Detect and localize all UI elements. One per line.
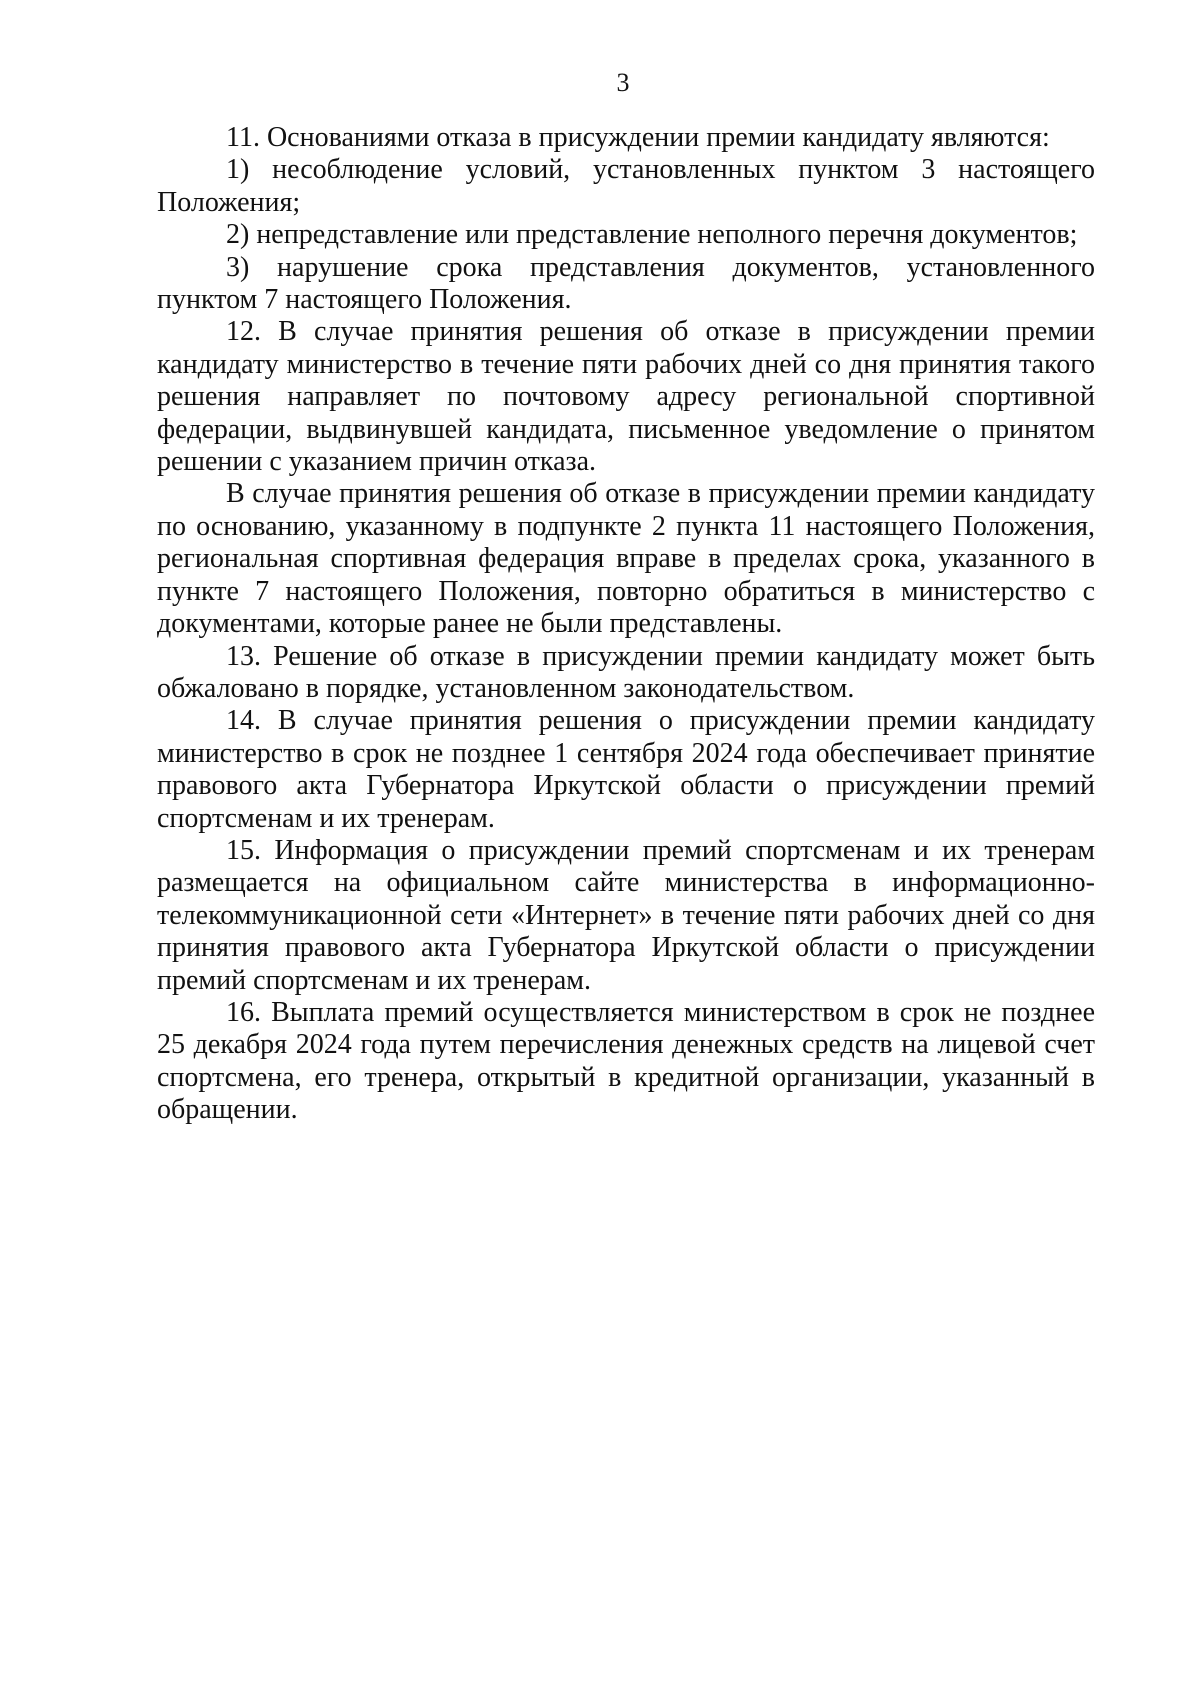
paragraph-14: 14. В случае принятия решения о присуждении премии кандидату министерство в срок не позднее 1 сентября 2024 года обеспечивает принятие правового акта Губернатора Иркутской области о присуждении премий спортсменам и их тренерам. (157, 705, 1095, 834)
page-number: 3 (616, 68, 630, 97)
paragraph-11-item-3: 3) нарушение срока представления документов, установленного пунктом 7 настоящего Положения. (157, 251, 1095, 316)
paragraph-11-item-1: 1) несоблюдение условий, установленных пунктом 3 настоящего Положения; (157, 154, 1095, 218)
paragraph-13: 13. Решение об отказе в присуждении премии кандидату может быть обжаловано в порядке, установленном законодательством. (157, 640, 1095, 704)
paragraph-12-continuation: В случае принятия решения об отказе в присуждении премии кандидату по основанию, указанному в подпункте 2 пункта 11 настоящего Положения, региональная спортивная федерация вправе в пределах срока, указанного в пункте 7 настоящего Положения, повторно обратиться в министерство с документами, которые ранее не были представлены. (157, 478, 1095, 640)
paragraph-16: 16. Выплата премий осуществляется министерством в срок не позднее 25 декабря 2024 года путем перечисления денежных средств на лицевой счет спортсмена, его тренера, открытый в кредитной организации, указанный в обращении. (157, 996, 1095, 1126)
paragraph-15: 15. Информация о присуждении премий спортсменам и их тренерам размещается на официальном сайте министерства в информационно-телекоммуникационной сети «Интернет» в течение пяти рабочих дней со дня принятия правового акта Губернатора Иркутской области о присуждении премий спортсменам и их тренерам. (157, 834, 1095, 996)
document-body (157, 122, 1095, 1127)
paragraph-12: 12. В случае принятия решения об отказе в присуждении премии кандидату министерство в течение пяти рабочих дней со дня принятия такого решения направляет по почтовому адресу региональной спортивной федерации, выдвинувшей кандидата, письменное уведомление о принятом решении с указанием причин отказа. (157, 316, 1095, 478)
paragraph-11-item-2: 2) непредставление или представление неполного перечня документов; (226, 219, 1078, 251)
paragraph-11: 11. Основаниями отказа в присуждении премии кандидату являются: (226, 122, 1050, 153)
